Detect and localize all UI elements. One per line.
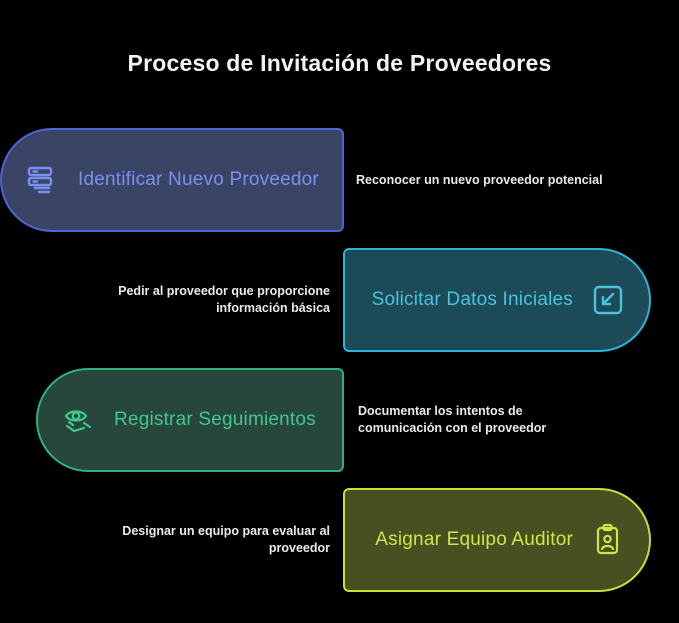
server-stack-icon <box>20 157 66 203</box>
clipboard-user-icon <box>585 517 631 563</box>
step-description: Documentar los intentos de comunicación con el proveedor <box>358 404 547 435</box>
eye-hand-icon <box>56 397 102 443</box>
page-title: Proceso de Invitación de Proveedores <box>127 50 552 76</box>
step-label: Identificar Nuevo Proveedor <box>78 169 319 190</box>
step-box-identificar-nuevo-proveedor[interactable] <box>0 128 344 232</box>
step-box-registrar-seguimientos[interactable] <box>36 368 344 472</box>
step-box-solicitar-datos-iniciales[interactable] <box>343 248 651 352</box>
step-label: Asignar Equipo Auditor <box>375 529 573 550</box>
step-description: Designar un equipo para evaluar al proveedor <box>122 524 330 555</box>
step-box-asignar-equipo-auditor[interactable] <box>343 488 651 592</box>
process-step-3 <box>0 368 679 472</box>
step-label: Solicitar Datos Iniciales <box>371 289 573 310</box>
arrow-down-left-box-icon <box>585 277 631 323</box>
step-description: Reconocer un nuevo proveedor potencial <box>356 172 603 187</box>
process-step-2 <box>0 248 679 352</box>
step-label: Registrar Seguimientos <box>114 409 316 430</box>
step-description: Pedir al proveedor que proporcione información básica <box>118 284 330 315</box>
process-step-1 <box>0 128 679 232</box>
process-step-4 <box>0 488 679 592</box>
